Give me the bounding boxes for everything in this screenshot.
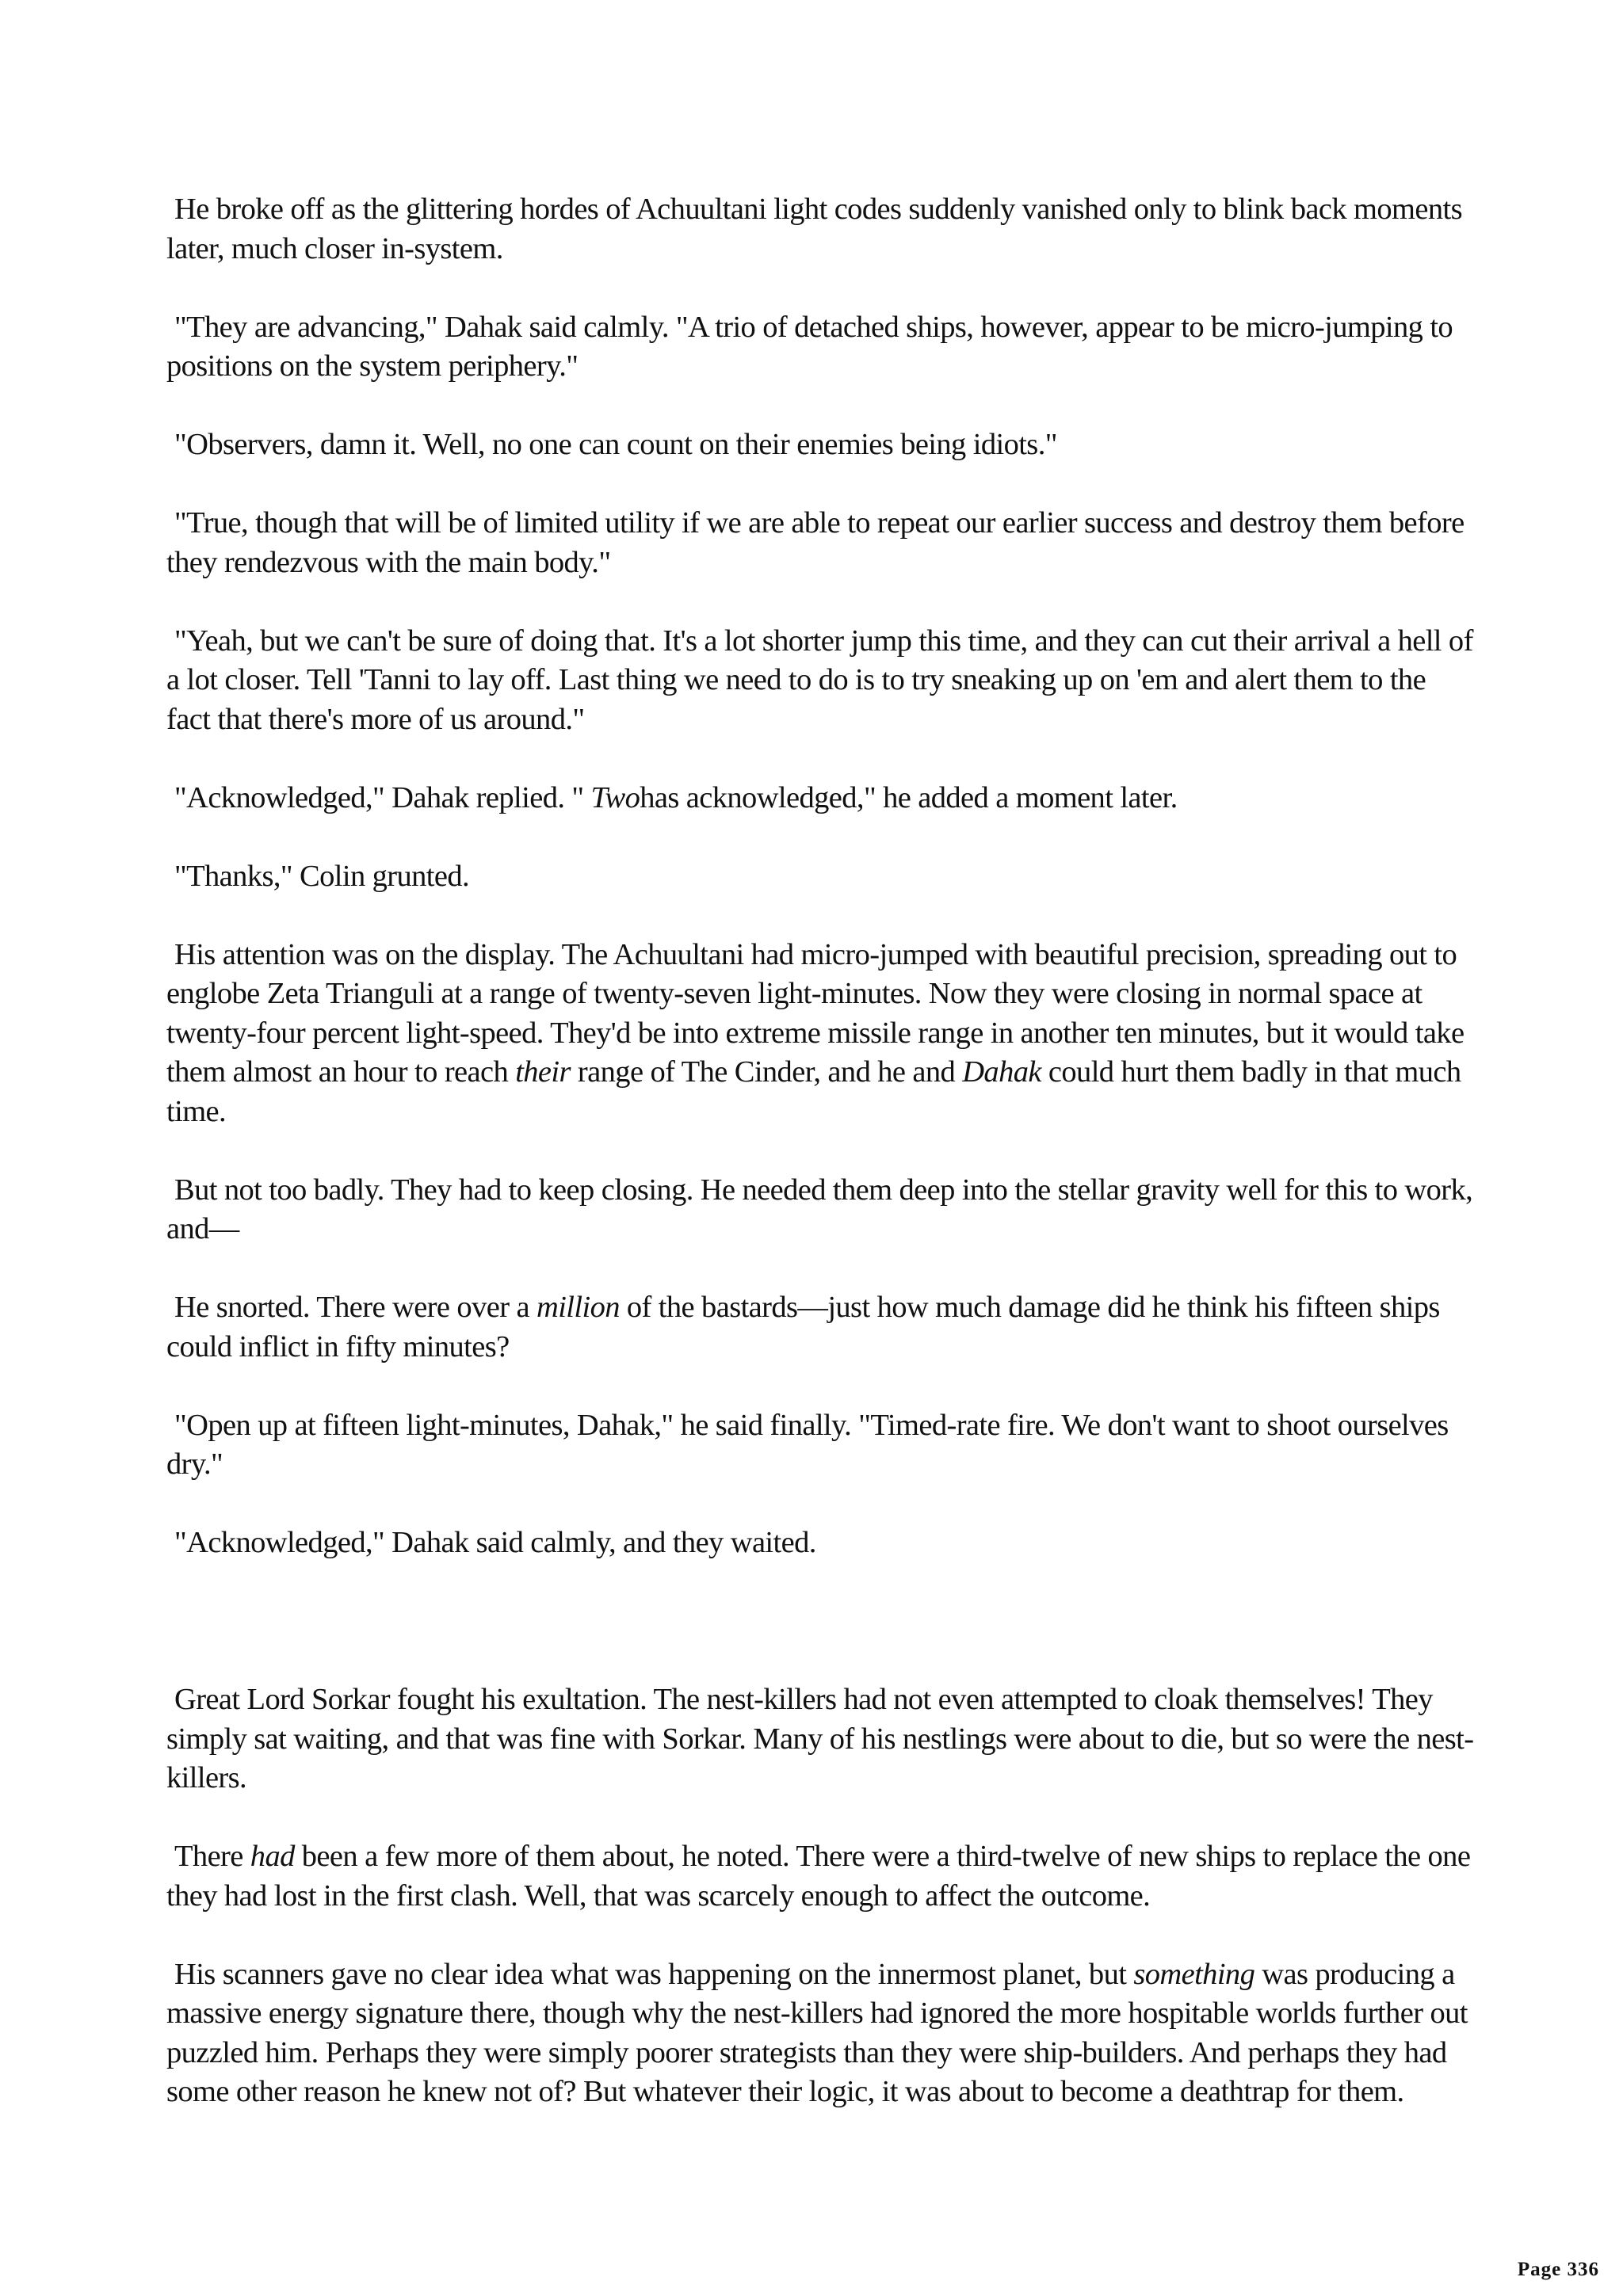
paragraph: There had been a few more of them about, he noted. There were a third-twelve of new ships to replace the one they had lost in the first clash. Well, that was scarcely enough to affect the outcome. <box>166 1840 1471 1913</box>
paragraph: "Yeah, but we can't be sure of doing that. It's a lot shorter jump this time, and they can cut their arrival a hell of a lot closer. Tell 'Tanni to lay off. Last thing we need to do is to try sneaking up on 'em and alert them to the fact that there's more of us around." <box>166 624 1473 736</box>
emphasis: had <box>250 1840 295 1873</box>
emphasis: million <box>536 1291 620 1324</box>
paragraph: He snorted. There were over a million of the bastards—just how much damage did he think his fifteen ships could inflict in fifty minutes? <box>166 1291 1440 1363</box>
emphasis: Dahak <box>962 1055 1041 1089</box>
body-text <box>166 190 1474 2151</box>
emphasis: something <box>1133 1957 1255 1991</box>
paragraph: "Thanks," Colin grunted. <box>174 859 470 893</box>
paragraph: "True, though that will be of limited utility if we are able to repeat our earlier success and destroy them before they rendezvous with the main body." <box>166 506 1465 579</box>
paragraph: He broke off as the glittering hordes of Achuultani light codes suddenly vanished only to blink back moments later, much closer in-system. <box>166 193 1462 265</box>
paragraph: His scanners gave no clear idea what was happening on the innermost planet, but something was producing a massive energy signature there, though why the nest-killers had ignored the more hospitable worlds further out puzzled him. Perhaps they were simply poorer strategists than they were ship-builders. And perhaps they had some other reason he knew not of? But whatever their logic, it was about to become a deathtrap for them. <box>166 1957 1468 2108</box>
paragraph: But not too badly. They had to keep closing. He needed them deep into the stellar gravity well for this to work, and— <box>166 1173 1473 1245</box>
paragraph: "Acknowledged," Dahak replied. " Twohas acknowledged," he added a moment later. <box>174 780 1178 814</box>
paragraph: His attention was on the display. The Achuultani had micro-jumped with beautiful precision, spreading out to englobe Zeta Trianguli at a range of twenty-seven light-minutes. Now they were closing in normal space at twenty-four percent light-speed. They'd be into extreme missile range in another ten minutes, but it would take them almost an hour to reach their range of The Cinder, and he and Dahak could hurt them badly in that much time. <box>166 937 1465 1128</box>
paragraph: Great Lord Sorkar fought his exultation. The nest-killers had not even attempted to cloak themselves! They simply sat waiting, and that was fine with Sorkar. Many of his nestlings were about to die, but so were the nest-killers. <box>166 1683 1474 1794</box>
emphasis: Two <box>590 780 640 814</box>
paragraph: "They are advancing," Dahak said calmly. "A trio of detached ships, however, appear to be micro-jumping to positions on the system periphery." <box>166 310 1453 383</box>
scene-break <box>166 1602 1474 1680</box>
paragraph: "Observers, damn it. Well, no one can count on their enemies being idiots." <box>174 428 1057 461</box>
paragraph: "Acknowledged," Dahak said calmly, and they waited. <box>174 1526 816 1559</box>
emphasis: their <box>515 1055 571 1089</box>
page-number: Page 336 <box>1517 2259 1599 2280</box>
paragraph: "Open up at fifteen light-minutes, Dahak," he said finally. "Timed-rate fire. We don't want to shoot ourselves dry." <box>166 1408 1449 1481</box>
